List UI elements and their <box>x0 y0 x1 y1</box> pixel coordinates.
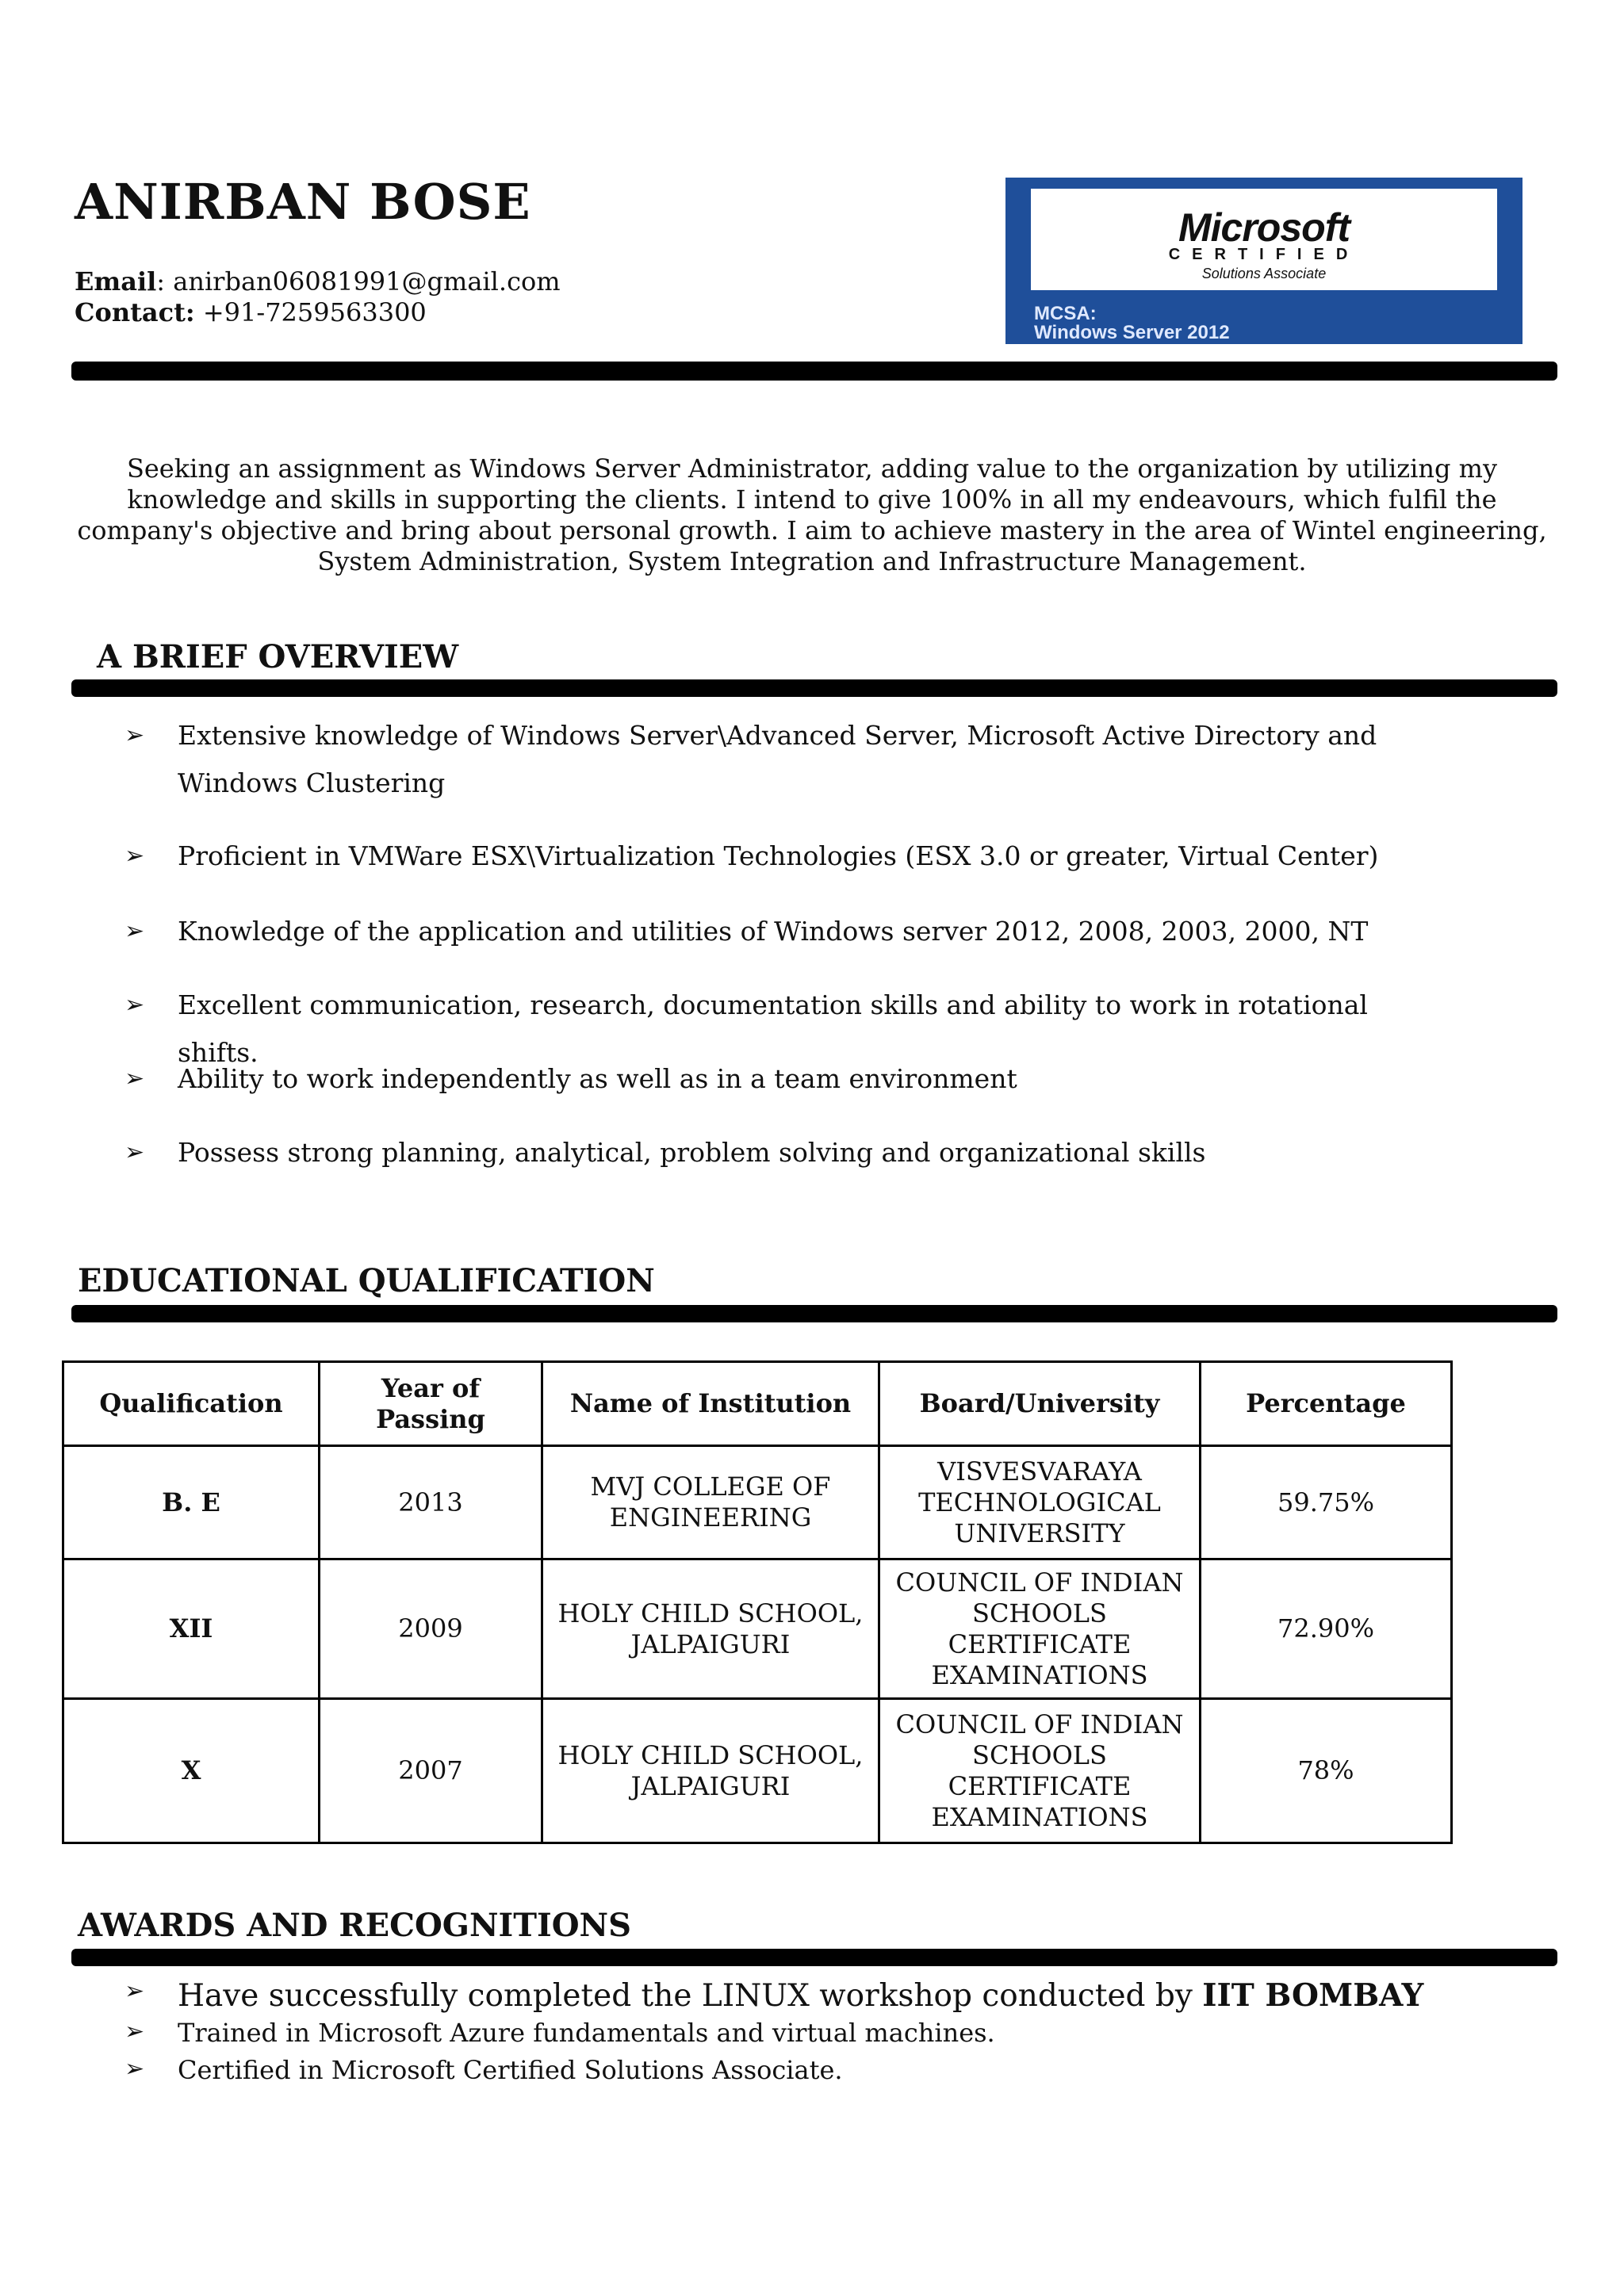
award-text: Certified in Microsoft Certified Solutions Associate. <box>178 2055 843 2085</box>
arrowhead-bullet-icon: ➢ <box>124 1065 145 1093</box>
col-institution: Name of Institution <box>542 1362 879 1446</box>
awards-heading: AWARDS AND RECOGNITIONS <box>78 1907 632 1944</box>
education-heading: EDUCATIONAL QUALIFICATION <box>78 1262 655 1299</box>
cell-percentage: 72.90% <box>1201 1559 1452 1699</box>
badge-band-line1: MCSA: <box>1034 303 1097 324</box>
col-board: Board/University <box>879 1362 1201 1446</box>
col-percentage: Percentage <box>1201 1362 1452 1446</box>
arrowhead-bullet-icon: ➢ <box>124 991 145 1019</box>
cell-qualification: X <box>63 1699 320 1843</box>
cell-year: 2013 <box>320 1446 542 1559</box>
table-header-row <box>63 1362 1452 1446</box>
badge-band <box>1005 304 1230 342</box>
email-line <box>75 266 561 297</box>
cell-qualification: B. E <box>63 1446 320 1559</box>
arrowhead-bullet-icon: ➢ <box>124 1138 145 1166</box>
award-text: Have successfully completed the LINUX workshop conducted by <box>178 1978 1203 2014</box>
cell-year: 2007 <box>320 1699 542 1843</box>
contact-label: Contact: <box>75 297 195 327</box>
overview-divider <box>71 679 1557 697</box>
education-divider <box>71 1305 1557 1322</box>
cell-institution: HOLY CHILD SCHOOL, JALPAIGURI <box>542 1699 879 1843</box>
email-value: : anirban06081991@gmail.com <box>156 266 561 297</box>
arrowhead-bullet-icon: ➢ <box>124 917 145 945</box>
awards-divider <box>71 1949 1557 1966</box>
col-qualification: Qualification <box>63 1362 320 1446</box>
cell-board: VISVESVARAYA TECHNOLOGICAL UNIVERSITY <box>879 1446 1201 1559</box>
cell-percentage: 59.75% <box>1201 1446 1452 1559</box>
header-divider <box>71 362 1557 381</box>
badge-band-line2: Windows Server 2012 <box>1034 322 1230 343</box>
arrowhead-bullet-icon: ➢ <box>124 1977 145 2005</box>
table-row <box>63 1446 1452 1559</box>
arrowhead-bullet-icon: ➢ <box>124 2055 145 2083</box>
cell-qualification: XII <box>63 1559 320 1699</box>
cell-year: 2009 <box>320 1559 542 1699</box>
career-objective: Seeking an assignment as Windows Server Administrator, adding value to the organization by utilizing my knowledge and skills in supporting the clients. I intend to give 100% in all my endeavours, which fulfil the company's objective and bring about personal growth. I aim to achieve mastery in the area of Wintel engineering, System Administration, System Integration and Infrastructure Management. <box>77 453 1547 576</box>
cell-institution: HOLY CHILD SCHOOL, JALPAIGURI <box>542 1559 879 1699</box>
badge-logo-panel <box>1031 189 1497 290</box>
arrowhead-bullet-icon: ➢ <box>124 2018 145 2045</box>
col-year: Year of Passing <box>320 1362 542 1446</box>
table-row <box>63 1699 1452 1843</box>
badge-certified: CERTIFIED <box>1168 246 1360 263</box>
table-row <box>63 1559 1452 1699</box>
contact-value: +91-7259563300 <box>194 297 427 327</box>
arrowhead-bullet-icon: ➢ <box>124 721 145 749</box>
cell-board: COUNCIL OF INDIAN SCHOOLS CERTIFICATE EXAMINATIONS <box>879 1699 1201 1843</box>
badge-subtitle: Solutions Associate <box>1201 266 1327 281</box>
email-label: Email <box>75 266 157 297</box>
mcsa-certification-badge <box>1005 178 1522 344</box>
overview-heading: A BRIEF OVERVIEW <box>97 638 459 675</box>
cell-percentage: 78% <box>1201 1699 1452 1843</box>
cell-institution: MVJ COLLEGE OF ENGINEERING <box>542 1446 879 1559</box>
badge-brand: Microsoft <box>1178 205 1350 250</box>
arrowhead-bullet-icon: ➢ <box>124 842 145 870</box>
cell-board: COUNCIL OF INDIAN SCHOOLS CERTIFICATE EXAMINATIONS <box>879 1559 1201 1699</box>
candidate-name: ANIRBAN BOSE <box>75 173 531 231</box>
award-institution: IIT BOMBAY <box>1202 1977 1424 2014</box>
award-text: Trained in Microsoft Azure fundamentals and virtual machines. <box>178 2018 995 2048</box>
contact-line <box>75 297 427 327</box>
education-table <box>62 1360 1453 1844</box>
